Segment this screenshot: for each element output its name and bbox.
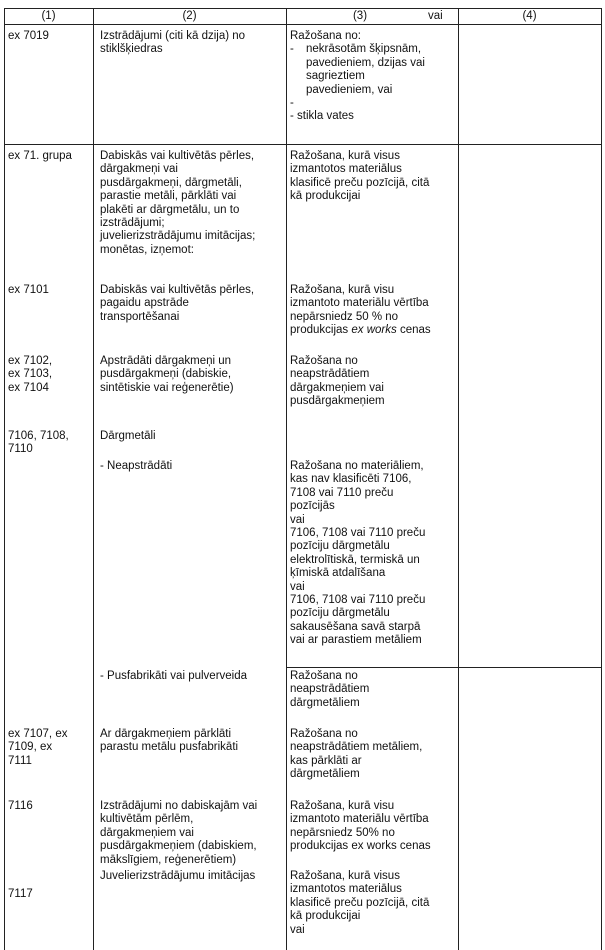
header-col4: (4) [522,10,537,22]
row-ex7102-description: Apstrādāti dārgakmeņi un pusdārgakmeņi (dabiskie, sintētiskie vai reģenerētie) [100,355,234,394]
header-vai: vai [428,10,443,22]
row-7117-description: Juvelierizstrādājumu imitācijas [100,870,256,882]
row-7116-rule: Ražošana, kurā visu izmantoto materiālu vērtība nepārsniedz 50% no produkcijas ex works cenas [290,800,431,853]
row-ex7101-description: Dabiskās vai kultivētās pērles, pagaidu apstrāde transportēšanai [100,284,255,323]
row-ex7107-description: Ar dārgakmeņiem pārklāti parastu metālu pusfabrikāti [100,728,239,754]
col-divider-2 [286,8,287,950]
row-ex71-code: ex 71. grupa [8,150,72,162]
rule-intro: Ražošana no: [290,30,361,42]
row-7116-description: Izstrādājumi no dabiskajām vai kultivētām pērlēm, dārgakmeņiem vai pusdārgakmeņiem (dabiskiem, mākslīgiem, reģenerētiem) [100,800,258,866]
rule-option: - nekrāsotām šķipsnām, pavedieniem, dzijas vai sagrieztiem pavedieniem, vai [290,43,425,96]
row-ex7102-rule: Ražošana no neapstrādātiem dārgakmeņiem vai pusdārgakmeņiem [290,355,385,408]
row-7117-rule: Ražošana, kurā visus izmantotos materiālus klasificē preču pozīcijā, citā kā produkcijai vai [290,870,430,936]
row-ex7107-rule: Ražošana no neapstrādātiem metāliem, kas pārklāti ar dārgmetāliem [290,728,423,781]
row-ex7102-code: ex 7102, ex 7103, ex 7104 [8,355,53,394]
row-ex71-description: Dabiskās vai kultivētās pērles, dārgakmeņi vai pusdārgakmeņi, dārgmetāli, parastie metāli, pārklāti vai plakēti ar dārgmetālu, un to izstrādājumi; juvelierizstrādājumu imitācijas; monētas, izņemot: [100,150,256,256]
subrow-semi-manufactured-rule: Ražošana no neapstrādātiem dārgmetāliem [290,670,370,709]
row-7117-code: 7117 [8,888,33,900]
subrow-semi-manufactured-description: - Pusfabrikāti vai pulverveida [100,670,248,682]
subrow-unworked-rule: Ražošana no materiāliem, kas nav klasificēti 7106, 7108 vai 7110 preču pozīcijās vai 7106, 7108 vai 7110 preču pozīciju dārgmetālu elektrolītiskā, termiskā un ķīmiskā atdalīšana vai 7106, 7108 vai 7110 preču pozīciju dārgmetālu sakausēšana savā starpā vai ar parastiem metāliem [290,460,426,647]
rule-option: - [290,97,294,110]
table-left-border [4,8,5,950]
row-ex7019-rule [290,30,458,124]
header-col3: (3) [352,10,368,22]
header-col2: (2) [182,10,197,22]
row-ex7107-code: ex 7107, ex 7109, ex 7111 [8,728,68,767]
table-right-border [601,8,602,950]
row-ex7101-rule: Ražošana, kurā visu izmantoto materiālu vērtība nepārsniedz 50 % no produkcijas ex works cenas [290,284,431,337]
subrow-unworked-description: - Neapstrādāti [100,460,173,472]
col4-divider [286,667,602,668]
row-ex71-rule: Ražošana, kurā visus izmantotos materiālus klasificē preču pozīcijā, citā kā produkcijai [290,150,430,203]
col-divider-1 [93,8,94,950]
row-7106-code: 7106, 7108, 7110 [8,430,69,456]
row-7106-description: Dārgmetāli [100,430,156,442]
rule-option: - stikla vates [290,110,354,123]
col-divider-3 [458,8,459,950]
row-7116-code: 7116 [8,800,33,812]
row-ex7101-code: ex 7101 [8,284,49,296]
row-ex7019-code: ex 7019 [8,30,49,42]
row-ex7019-description: Izstrādājumi (citi kā dzija) no stiklšķiedras [100,30,246,56]
header-col1: (1) [41,10,56,22]
